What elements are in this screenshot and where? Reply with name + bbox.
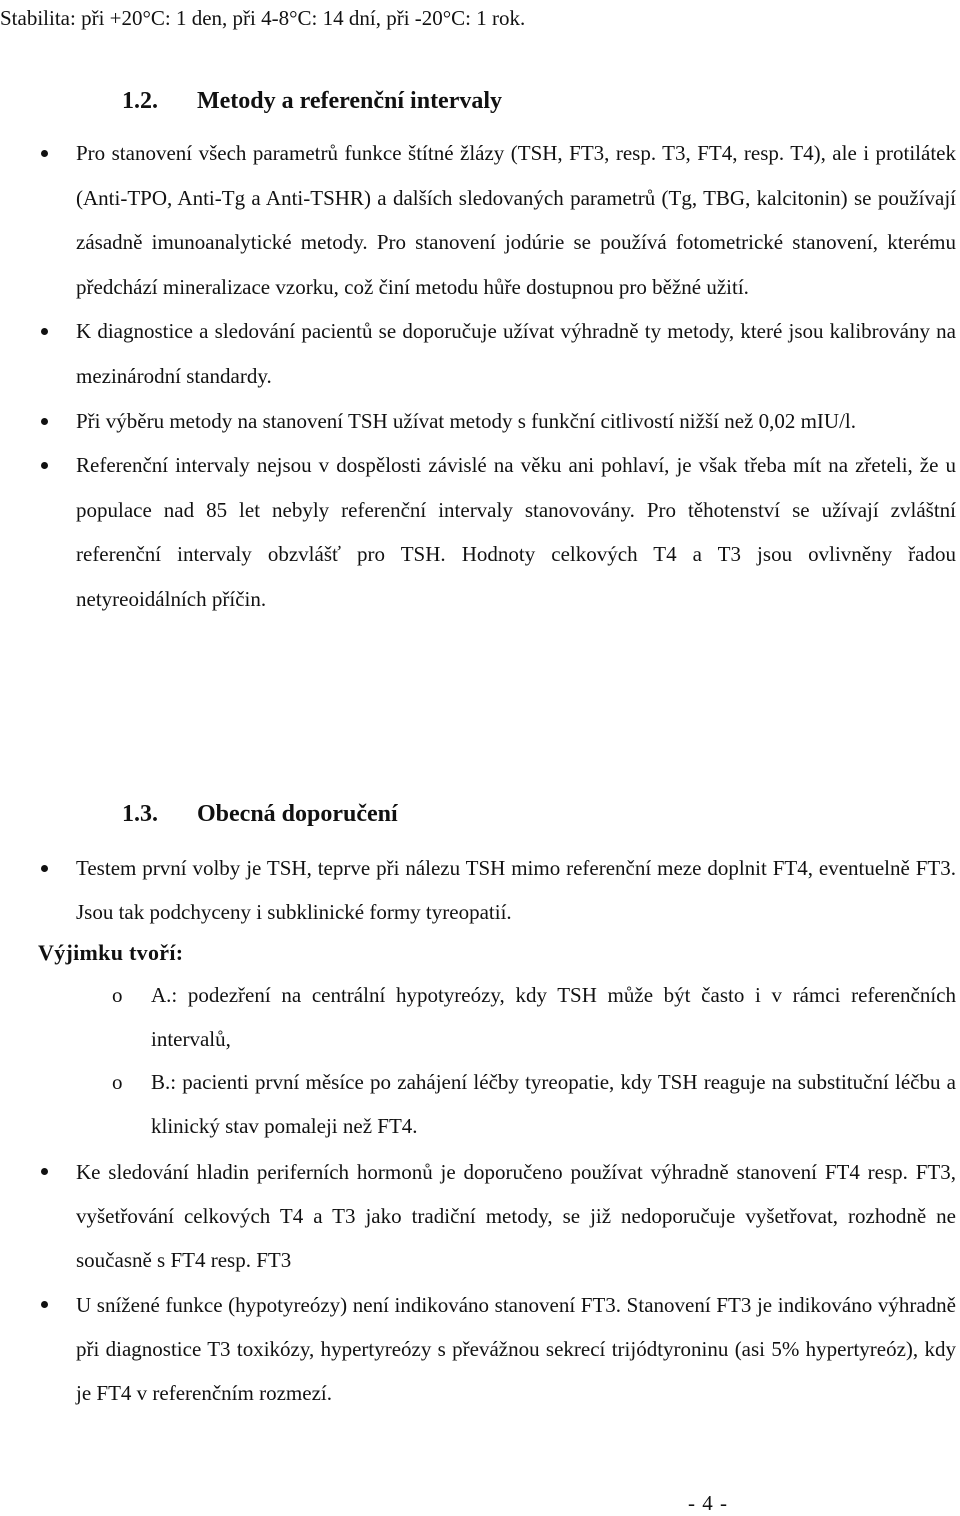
list-item bbox=[0, 1150, 960, 1282]
list-item bbox=[0, 443, 960, 621]
bullet-icon bbox=[41, 1168, 48, 1175]
section-heading-1-2 bbox=[122, 85, 502, 117]
section-title: Metody a referenční intervaly bbox=[197, 88, 503, 114]
list-item-text: Testem první volby je TSH, teprve při nálezu TSH mimo referenční meze doplnit FT4, eventuelně FT3. Jsou tak podchyceny i subklinické formy tyreopatií. bbox=[76, 856, 956, 924]
section-number: 1.3. bbox=[122, 801, 158, 827]
page-number: - 4 - bbox=[688, 1491, 728, 1515]
list-item-text: B.: pacienti první měsíce po zahájení léčby tyreopatie, kdy TSH reaguje na substituční léčbu a klinický stav pomaleji než FT4. bbox=[151, 1070, 956, 1138]
recommendation-bullet-list-more bbox=[0, 1150, 960, 1415]
bullet-icon bbox=[41, 1301, 48, 1308]
list-item bbox=[0, 309, 960, 398]
bullet-icon bbox=[41, 865, 48, 872]
list-item bbox=[0, 1061, 960, 1148]
exception-list bbox=[0, 974, 960, 1148]
list-item bbox=[0, 846, 960, 934]
list-item-text: Ke sledování hladin periferních hormonů je doporučeno používat výhradně stanovení FT4 resp. FT3, vyšetřování celkových T4 a T3 jako tradiční metody, se již nedoporučuje vyšetřovat, rozhodně ne současně s FT4 resp. FT3 bbox=[76, 1160, 956, 1272]
circle-bullet-icon: o bbox=[112, 1070, 123, 1094]
list-item-text: Pro stanovení všech parametrů funkce štítné žlázy (TSH, FT3, resp. T3, FT4, resp. T4), ale i protilátek (Anti-TPO, Anti-Tg a Anti-TSHR) a dalších sledovaných parametrů (Tg, TBG, kalcitonin) se používají zásadně imunoanalytické metody. Pro stanovení jodúrie se používá fotometrické stanovení, kterému předchází mineralizace vzorku, což činí metodu hůře dostupnou pro běžné užití. bbox=[76, 141, 956, 299]
bullet-icon bbox=[41, 462, 48, 469]
circle-bullet-icon: o bbox=[112, 983, 123, 1007]
list-item-text: A.: podezření na centrální hypotyreózy, kdy TSH může být často i v rámci referenčních intervalů, bbox=[151, 983, 956, 1051]
recommendation-bullet-list bbox=[0, 846, 960, 934]
list-item bbox=[0, 974, 960, 1061]
bullet-icon bbox=[41, 328, 48, 335]
list-item-text: K diagnostice a sledování pacientů se doporučuje užívat výhradně ty metody, které jsou kalibrovány na mezinárodní standardy. bbox=[76, 319, 956, 388]
stability-line: Stabilita: při +20°C: 1 den, při 4-8°C: 14 dní, při -20°C: 1 rok. bbox=[0, 6, 526, 30]
section-title: Obecná doporučení bbox=[197, 801, 398, 827]
exception-heading: Výjimku tvoří: bbox=[38, 940, 184, 965]
methods-bullet-list bbox=[0, 131, 960, 622]
bullet-icon bbox=[41, 150, 48, 157]
list-item-text: U snížené funkce (hypotyreózy) není indikováno stanovení FT3. Stanovení FT3 je indikováno výhradně při diagnostice T3 toxikózy, hypertyreózy s převážnou sekrecí trijódtyroninu (asi 5% hypertyreóz), kdy je FT4 v referenčním rozmezí. bbox=[76, 1293, 956, 1405]
section-number: 1.2. bbox=[122, 88, 158, 114]
section-heading-1-3 bbox=[122, 798, 398, 830]
list-item-text: Referenční intervaly nejsou v dospělosti závislé na věku ani pohlaví, je však třeba mít na zřeteli, že u populace nad 85 let nebyly referenční intervaly stanovovány. Pro těhotenství se užívají zvláštní referenční intervaly obzvlášť pro TSH. Hodnoty celkových T4 a T3 jsou ovlivněny řadou netyreoidálních příčin. bbox=[76, 453, 956, 611]
list-item bbox=[0, 399, 960, 444]
list-item bbox=[0, 1283, 960, 1415]
bullet-icon bbox=[41, 418, 48, 425]
list-item bbox=[0, 131, 960, 309]
list-item-text: Při výběru metody na stanovení TSH užívat metody s funkční citlivostí nižší než 0,02 mIU/l. bbox=[76, 408, 856, 433]
